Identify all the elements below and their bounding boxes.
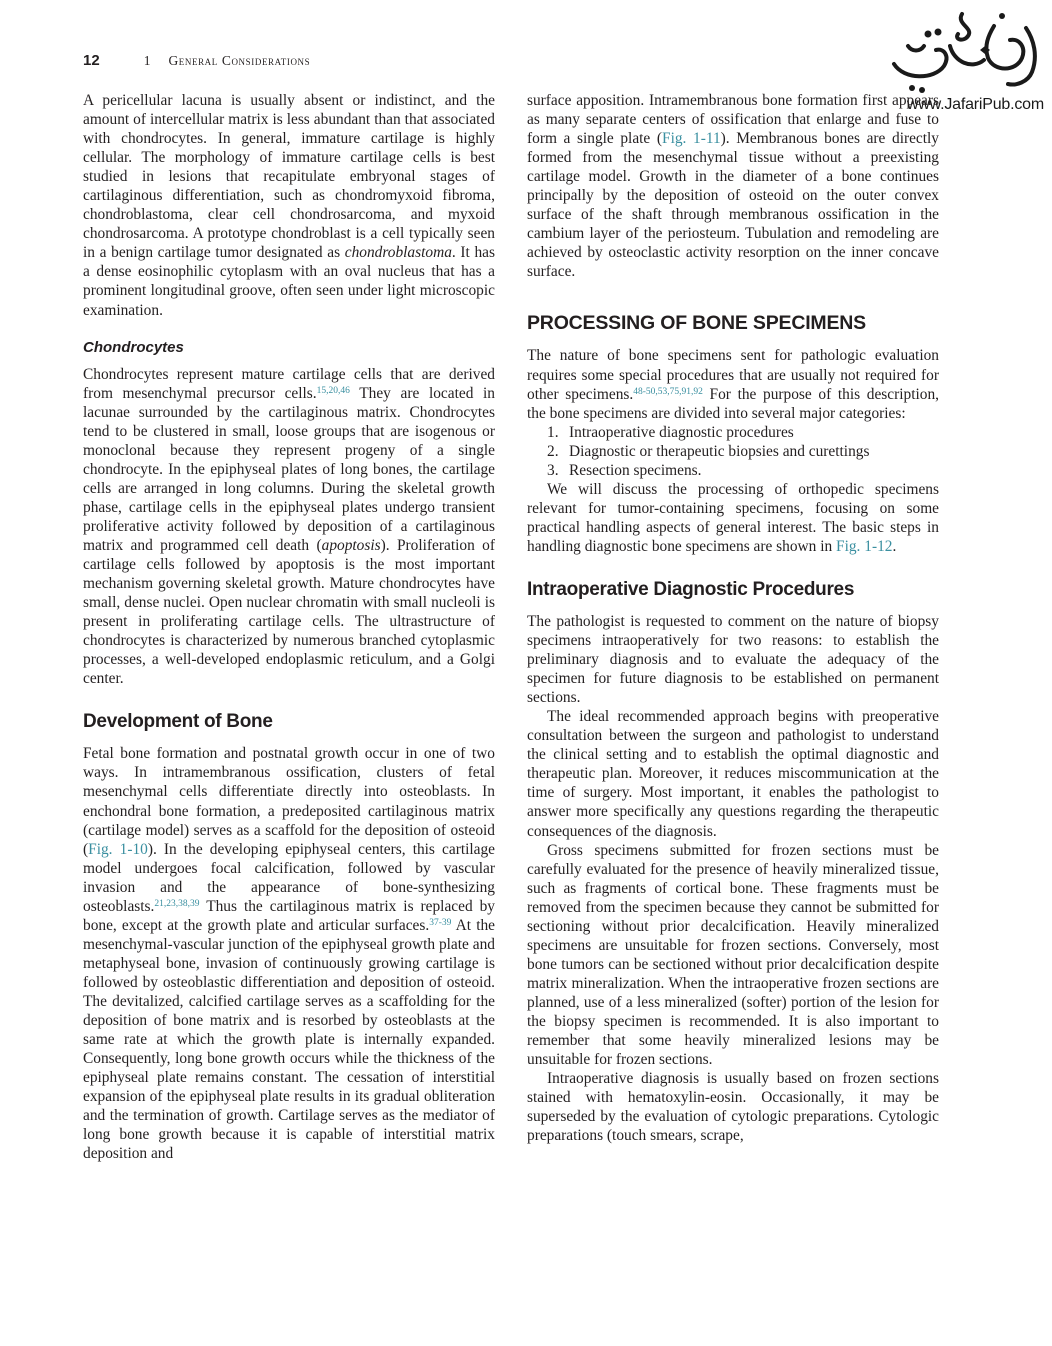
specimen-category-list <box>527 423 939 480</box>
list-item: 2. Diagnostic or therapeutic biopsies and curettings <box>547 442 870 460</box>
paragraph-chondrocytes: Chondrocytes represent mature cartilage cells that are derived from mesenchymal precursor cells.$^{15,20,46}$ They are located in lacunae surrounded by the cartilaginous matrix. Chondrocytes tend to be clustered in small, loose groups that are isogenous or monoclonal because they represent progeny of a single chondrocyte. In the epiphyseal plates of long bones, the cartilage cells are arranged in long columns. During the skeletal growth phase, cartilage cells in the epiphyseal plates undergo transient proliferative activity followed by deposition of a cartilaginous matrix and programmed cell death (apoptosis). Proliferation of cartilage cells followed by apoptosis is the most important mechanism governing skeletal growth. Mature chondrocytes have small, dense nuclei. Open nuclear chromatin with small nucleoli is present in proliferating cartilage cells. The ultrastructure of chondrocytes is characterized by numerous branched cytoplasmic processes, a well-developed endoplasmic reticulum, and a Golgi center. <box>83 365 495 688</box>
figure-link[interactable]: Fig. 1-11 <box>662 130 721 148</box>
figure-link[interactable]: Fig. 1-10 <box>88 840 148 858</box>
figure-link[interactable]: Fig. 1-12 <box>836 537 893 555</box>
paragraph-intraoperative-purpose: The pathologist is requested to comment on the nature of biopsy specimens intraoperatively for two reasons: to establish the preliminary diagnosis and to evaluate the adequacy of the specimen for future diagnosis to be established on permanent sections. <box>527 612 939 707</box>
list-item: 1. Intraoperative diagnostic procedures <box>547 423 794 441</box>
reference-citation[interactable]: 21,23,38,39 <box>154 898 200 909</box>
list-item: 3. Resection specimens. <box>547 461 702 479</box>
paragraph-processing-discussion: We will discuss the processing of orthopedic specimens relevant for tumor-containing specimens, focusing on some practical handling aspects of general interest. The basic steps in handling diagnostic bone specimens are shown in Fig. 1-12. <box>527 480 939 555</box>
paragraph-bone-development: Fetal bone formation and postnatal growth occur in one of two ways. In intramembranous ossification, clusters of fetal mesenchymal cells differentiate directly into osteoblasts. In enchondral bone formation, a predeposited cartilaginous matrix (cartilage model) serves as a scaffold for the deposition of osteoid (Fig. 1-10). In the developing epiphyseal centers, this cartilage model undergoes focal calcification, followed by vascular invasion and the appearance of bone-synthesizing osteoblasts.$^{21,23,38,39}$ Thus the cartilaginous matrix is replaced by bone, except at the growth plate and articular surfaces.$^{37-39}$ At the mesenchymal-vascular junction of the epiphyseal growth plate and metaphyseal bone, invasion of continuously growing cartilage is followed by osteoblastic differentiation and deposition of osteoid. The devitalized, calcified cartilage serves as a scaffolding for the deposition of bone matrix and is resorbed by osteoblasts at the same rate at which the growth plate is internally expanded. Consequently, long bone growth occurs while the thickness of the epiphyseal plate remains constant. The cessation of interstitial expansion of the epiphyseal plate results in its gradual obliteration and the termination of growth. Cartilage serves as the mediator of long bone growth because it is capable of interstitial matrix deposition and <box>83 745 496 1163</box>
paragraph-frozen-sections: Gross specimens submitted for frozen sections must be carefully evaluated for the presence of heavily mineralized tissue, such as fragments of cortical bone. These fragments must be removed from the specimen because they cannot be submitted for sectioning without prior decalcification. Heavily mineralized specimens are unsuitable for frozen sections. Conversely, most bone tumors can be sectioned without prior decalcification despite matrix mineralization. When the intraoperative frozen sections are planned, use of a less mineralized (softer) portion of the lesion for the biopsy specimen is recommended. It is also important to remember that some heavily mineralized lesions may be unsuitable for frozen sections. <box>527 841 939 1069</box>
heading-development-of-bone: Development of Bone <box>83 711 273 733</box>
left-column <box>83 91 495 1163</box>
right-column <box>527 91 939 1145</box>
paragraph-surface-apposition: surface apposition. Intramembranous bone formation first appears as many separate centers of ossification that enlarge and fuse to form a single plate (Fig. 1-11). Membranous bones are directly formed from the mesenchymal tissue without a preexisting cartilage model. Growth in the diameter of a bone continues principally by the deposition of osteoid on the outer convex surface of the shaft through membranous ossification in the cambium layer of the periosteum. Tubulation and remodeling are achieved by osteoclastic activity resorption on the inner concave surface. <box>527 92 940 281</box>
reference-citation[interactable]: 15,20,46 <box>316 385 350 396</box>
calligraphy-logo-icon <box>884 6 1050 96</box>
subheading-chondrocytes: Chondrocytes <box>83 338 184 356</box>
reference-citation[interactable]: 48-50,53,75,91,92 <box>633 386 703 397</box>
heading-processing-bone-specimens: PROCESSING OF BONE SPECIMENS <box>527 312 866 335</box>
chapter-number: 1 <box>143 53 151 68</box>
running-header <box>83 52 310 72</box>
chapter-title: General Considerations <box>168 53 311 68</box>
page-number: 12 <box>83 52 100 69</box>
watermark-url[interactable]: www.JafariPub.com <box>906 96 1044 113</box>
paragraph-immature-cartilage: A pericellular lacuna is usually absent or indistinct, and the amount of intercellular matrix is less abundant than that associated with chondrocytes. In general, immature cartilage is highly cellular. The morphology of immature cartilage cells is best studied in lesions that recapitulate embryonal stages of cartilaginous differentiation, such as chondromyxoid fibroma, chondroblastoma, clear cell chondrosarcoma, and myxoid chondrosarcoma. A prototype chondroblast is a cell typically seen in a benign cartilage tumor designated as chondroblastoma. It has a dense eosinophilic cytoplasm with an oval nucleus that has a prominent longitudinal groove, often seen under light microscopic examination. <box>83 92 496 319</box>
reference-citation[interactable]: 37-39 <box>429 917 452 928</box>
heading-intraoperative-procedures: Intraoperative Diagnostic Procedures <box>527 578 855 600</box>
paragraph-specimen-nature: The nature of bone specimens sent for pathologic evaluation requires some special procedures that are usually not required for other specimens.$^{48-50,53,75,91,92}$ For the purpose of this description, the bone specimens are divided into several major categories: <box>527 347 939 422</box>
paragraph-intraoperative-diagnosis: Intraoperative diagnosis is usually based on frozen sections stained with hematoxylin-eosin. Occasionally, it may be superseded by the evaluation of cytologic preparations. Cytologic preparations (touch smears, scrape, <box>527 1070 939 1145</box>
paragraph-preoperative-consultation: The ideal recommended approach begins with preoperative consultation between the surgeon and pathologist to understand the clinical setting and to establish the optimal diagnostic and therapeutic plan. Moreover, it reduces miscommunication at the time of surgery. Most important, it enables the pathologist to answer more specifically any questions regarding the therapeutic consequences of the diagnosis. <box>527 708 939 840</box>
